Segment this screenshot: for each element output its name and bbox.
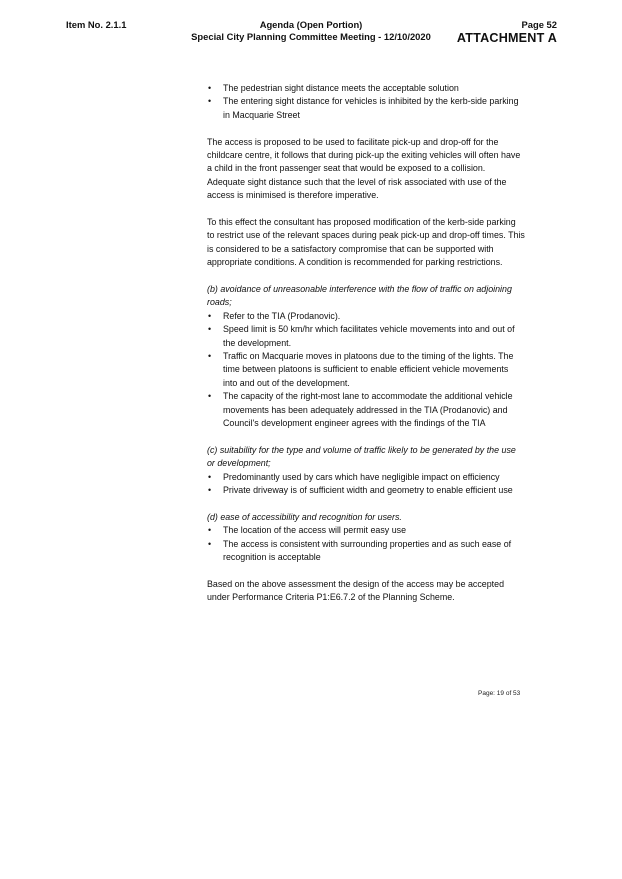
list-item: • The pedestrian sight distance meets the acceptable solution: [207, 82, 525, 95]
attachment-label: ATTACHMENT A: [456, 31, 557, 45]
list-item: • The location of the access will permit easy use: [207, 524, 525, 537]
list-item: • Speed limit is 50 km/hr which facilitates vehicle movements into and out of the development.: [208, 324, 515, 348]
bullet-icon: •: [208, 538, 212, 549]
bullet-icon: •: [208, 310, 212, 321]
agenda-line-1: Agenda (Open Portion): [259, 19, 363, 30]
section-d-heading: (d) ease of accessibility and recognition for users.: [207, 511, 402, 522]
page-label: [457, 19, 557, 45]
page-number: Page 52: [521, 19, 557, 30]
section-b-heading: (b) avoidance of unreasonable interference with the flow of traffic on adjoining roads;: [207, 284, 512, 308]
agenda-line-2: Special City Planning Committee Meeting - 12/10/2020: [191, 31, 431, 42]
list-item: • Traffic on Macquarie moves in platoons due to the timing of the lights. The time between platoons is sufficient to enable efficient vehicle movements into and out of the development.: [208, 351, 514, 388]
paragraph-access: The access is proposed to be used to facilitate pick-up and drop-off for the childcare centre, it follows that during pick-up the exiting vehicles will often have a child in the front passenger seat that would be exposed to a collision. Adequate sight distance such that the level of risk associated with use of the access is minimised is therefore imperative.: [207, 136, 521, 201]
bullet-icon: •: [208, 471, 212, 482]
bullet-icon: •: [208, 525, 212, 536]
bullet-list-section-c: [207, 471, 525, 498]
page-footer: Page: 19 of 53: [478, 690, 521, 697]
section-c-heading: (c) suitability for the type and volume of traffic likely to be generated by the use or development;: [207, 444, 516, 469]
list-item: • The entering sight distance for vehicles is inhibited by the kerb-side parking in Macquarie Street: [208, 96, 519, 120]
bullet-icon: •: [208, 351, 212, 362]
bullet-icon: •: [208, 96, 212, 107]
list-item: • The access is consistent with surrounding properties and as such ease of recognition is acceptable: [208, 538, 512, 563]
bullet-list-section-d: [207, 524, 525, 564]
list-item: • Predominantly used by cars which have negligible impact on efficiency: [207, 471, 525, 484]
paragraph-consultant: To this effect the consultant has proposed modification of the kerb-side parking to restrict use of the relevant spaces during peak pick-up and drop-off times. This is considered to be a satisfactory compromise that can be supported with appropriate conditions. A condition is recommended for parking restrictions.: [207, 217, 525, 268]
paragraph-conclusion: Based on the above assessment the design of the access may be accepted under Performance Criteria P1:E6.7.2 of the Planning Scheme.: [207, 578, 505, 603]
bullet-icon: •: [208, 391, 212, 402]
item-number: Item No. 2.1.1: [66, 19, 127, 30]
list-item: • Refer to the TIA (Prodanovic).: [207, 310, 525, 323]
list-item: • The capacity of the right-most lane to accommodate the additional vehicle movements has been adequately addressed in the TIA (Prodanovic) and Council's development engineer agrees with the findings of the TIA: [208, 391, 513, 429]
bullet-icon: •: [208, 324, 212, 335]
document-body: [207, 82, 525, 618]
bullet-icon: •: [208, 485, 212, 496]
list-item: • Private driveway is of sufficient width and geometry to enable efficient use: [207, 484, 525, 497]
bullet-list-section-b: [207, 310, 525, 431]
bullet-icon: •: [208, 83, 212, 93]
bullet-list-sight: [207, 82, 525, 122]
